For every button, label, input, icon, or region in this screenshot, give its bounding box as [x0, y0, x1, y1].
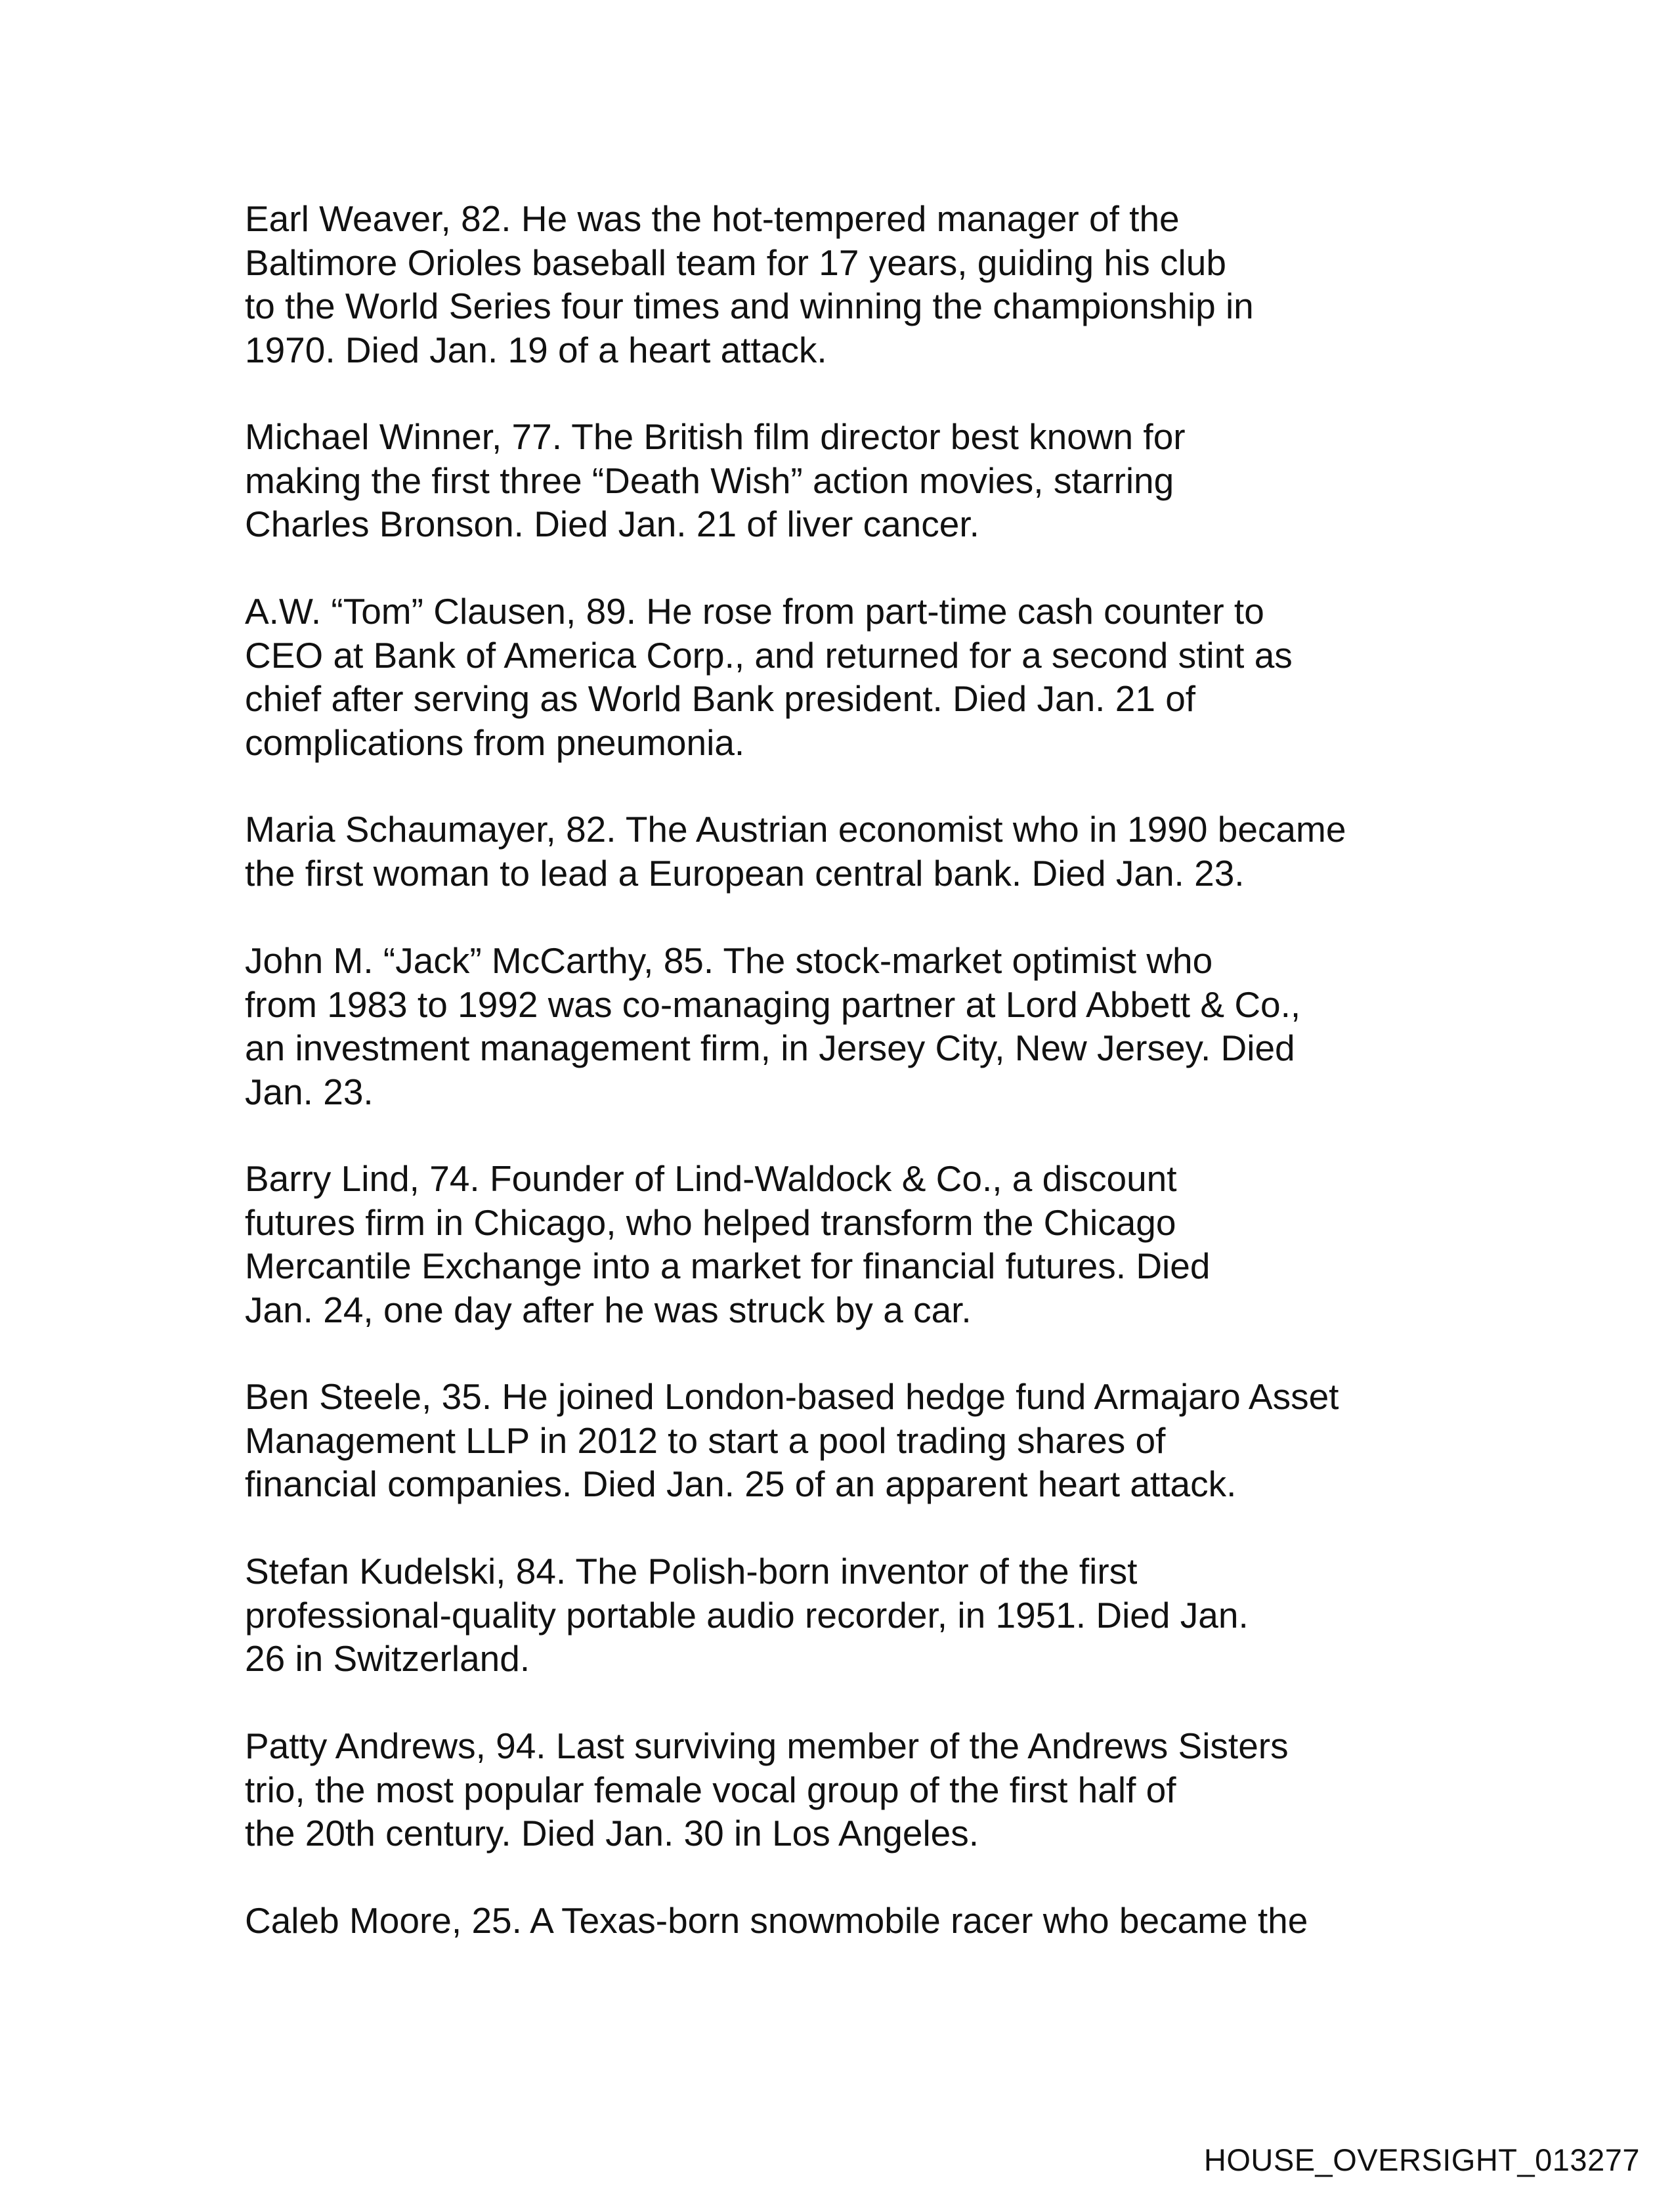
entry-line: Jan. 23.	[245, 1071, 374, 1112]
document-id-footer: HOUSE_OVERSIGHT_013277	[1203, 2142, 1640, 2177]
entry-line: making the first three “Death Wish” action movies, starring	[245, 460, 1174, 501]
entry-line: from 1983 to 1992 was co-managing partner at Lord Abbett & Co.,	[245, 984, 1301, 1025]
obituary-entry-earl-weaver	[245, 197, 1427, 372]
entry-line: Ben Steele, 35. He joined London-based hedge fund Armajaro Asset	[245, 1376, 1339, 1417]
obituary-entry-patty-andrews	[245, 1724, 1427, 1855]
entry-line: Charles Bronson. Died Jan. 21 of liver cancer.	[245, 504, 979, 544]
entry-line: Caleb Moore, 25. A Texas-born snowmobile racer who became the	[245, 1900, 1308, 1941]
entry-line: professional-quality portable audio recorder, in 1951. Died Jan.	[245, 1594, 1249, 1636]
entry-line: Management LLP in 2012 to start a pool trading shares of	[245, 1420, 1166, 1461]
entry-line: Stefan Kudelski, 84. The Polish-born inventor of the first	[245, 1551, 1138, 1592]
entry-line: Jan. 24, one day after he was struck by a car.	[245, 1289, 972, 1330]
entry-line: to the World Series four times and winning the championship in	[245, 286, 1254, 326]
entry-line: John M. “Jack” McCarthy, 85. The stock-market optimist who	[245, 940, 1213, 981]
obituary-entry-ben-steele	[245, 1375, 1427, 1506]
entry-line: chief after serving as World Bank president. Died Jan. 21 of	[245, 678, 1196, 719]
entry-line: Mercantile Exchange into a market for financial futures. Died	[245, 1246, 1211, 1286]
obituary-entry-michael-winner	[245, 415, 1427, 546]
obituary-entry-barry-lind	[245, 1157, 1427, 1332]
entry-line: complications from pneumonia.	[245, 722, 745, 763]
entry-line: Earl Weaver, 82. He was the hot-tempered manager of the	[245, 198, 1180, 239]
entry-line: CEO at Bank of America Corp., and returned for a second stint as	[245, 634, 1293, 676]
obituary-entry-caleb-moore	[245, 1899, 1427, 1943]
entry-line: Barry Lind, 74. Founder of Lind-Waldock & Co., a discount	[245, 1158, 1177, 1199]
entry-line: futures firm in Chicago, who helped transform the Chicago	[245, 1202, 1176, 1243]
entry-line: 26 in Switzerland.	[245, 1638, 530, 1679]
obituary-entry-tom-clausen	[245, 590, 1427, 764]
entry-line: Maria Schaumayer, 82. The Austrian economist who in 1990 became	[245, 809, 1346, 850]
entry-line: an investment management firm, in Jersey City, New Jersey. Died	[245, 1028, 1295, 1068]
obituary-entry-maria-schaumayer	[245, 808, 1427, 895]
entry-line: the 20th century. Died Jan. 30 in Los Angeles.	[245, 1813, 979, 1854]
entry-line: 1970. Died Jan. 19 of a heart attack.	[245, 329, 827, 370]
entry-line: financial companies. Died Jan. 25 of an apparent heart attack.	[245, 1464, 1237, 1504]
entry-line: the first woman to lead a European central bank. Died Jan. 23.	[245, 852, 1245, 894]
obituary-entry-jack-mccarthy	[245, 939, 1427, 1114]
entry-line: Baltimore Orioles baseball team for 17 years, guiding his club	[245, 242, 1226, 283]
entry-line: Michael Winner, 77. The British film director best known for	[245, 416, 1186, 457]
obituary-entry-stefan-kudelski	[245, 1550, 1427, 1681]
entry-line: trio, the most popular female vocal group of the first half of	[245, 1769, 1176, 1810]
entry-line: A.W. “Tom” Clausen, 89. He rose from part-time cash counter to	[245, 591, 1264, 632]
entry-line: Patty Andrews, 94. Last surviving member of the Andrews Sisters	[245, 1725, 1289, 1766]
